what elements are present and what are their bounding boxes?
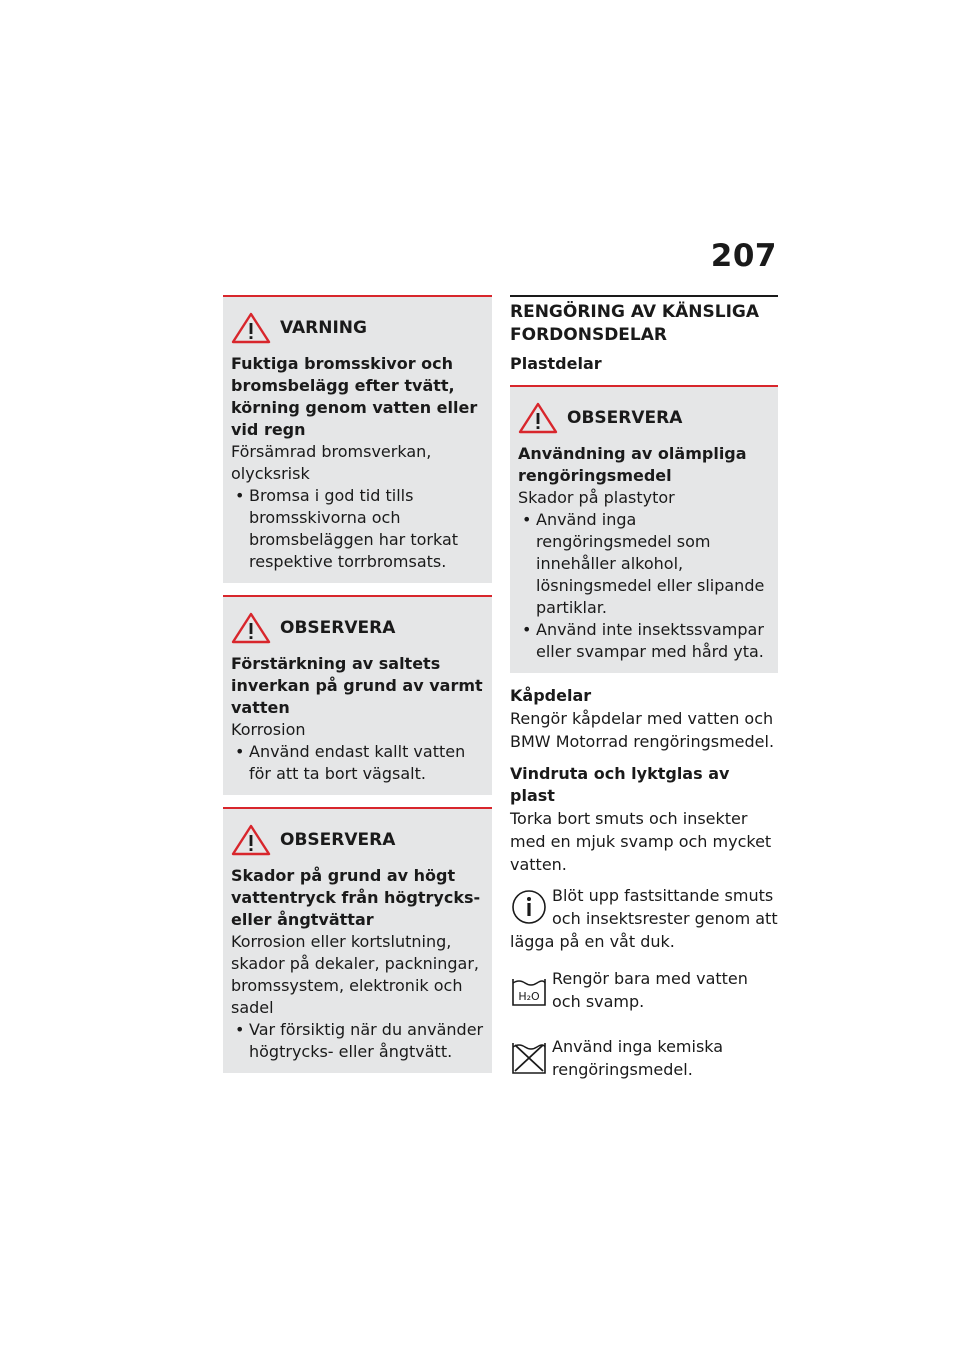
notice-body: Skador på plastytor — [518, 488, 675, 507]
notice-subtitle: Förstärkning av saltets inverkan på grund av varmt vatten — [231, 654, 483, 717]
fairing-heading: Kåpdelar — [510, 686, 592, 705]
notice-header — [231, 823, 484, 857]
bullet-item: • Använd endast kallt vatten för att ta bort vägsalt. — [231, 741, 484, 785]
windscreen-text: Torka bort smuts och insekter med en mjuk svamp och mycket vatten. — [510, 809, 772, 874]
notice-title: OBSERVERA — [567, 408, 683, 428]
notice-box-plastic — [510, 385, 778, 673]
warning-subtitle: Fuktiga bromsskivor och bromsbelägg efter tvätt, körning genom vatten eller vid regn — [231, 354, 478, 439]
warning-title: VARNING — [280, 318, 367, 338]
water-note-text: Rengör bara med vatten och svamp. — [552, 969, 748, 1011]
warning-triangle-icon — [231, 824, 271, 856]
windscreen-heading: Vindruta och lyktglas av plast — [510, 764, 730, 805]
notice-bullets — [231, 1019, 484, 1063]
no-chemicals-text: Använd inga kemiska rengöringsmedel. — [552, 1037, 724, 1079]
notice-title: OBSERVERA — [280, 830, 396, 850]
notice-subtitle: Användning av olämpliga rengöringsmedel — [518, 444, 747, 485]
warning-triangle-icon — [231, 612, 271, 644]
bullet-item: • Använd inga rengöringsmedel som innehåller alkohol, lösningsmedel eller slipande partiklar. — [518, 509, 770, 619]
notice-box-salt — [223, 595, 492, 795]
warning-bullets — [231, 485, 484, 573]
bullet-item: • Använd inte insektssvampar eller svampar med hård yta. — [518, 619, 770, 663]
fairing-text: Rengör kåpdelar med vatten och BMW Motorrad rengöringsmedel. — [510, 709, 775, 751]
water-icon-label: H₂O — [518, 990, 540, 1003]
notice-header — [231, 611, 484, 645]
notice-header — [518, 401, 770, 435]
info-note-text: Blöt upp fastsittande smuts och insektsrester genom att lägga på en våt duk. — [510, 886, 778, 951]
warning-box — [223, 295, 492, 583]
no-chemicals-icon — [510, 1039, 548, 1077]
notice-box-pressure — [223, 807, 492, 1073]
plastic-parts-heading: Plastdelar — [510, 354, 602, 373]
section-title: RENGÖRING AV KÄNSLIGA FORDONSDELAR — [510, 295, 778, 347]
notice-title: OBSERVERA — [280, 618, 396, 638]
right-column — [510, 295, 778, 1081]
water-note — [510, 967, 778, 1013]
left-column — [223, 295, 492, 1085]
warning-body: Försämrad bromsverkan, olycksrisk — [231, 442, 432, 483]
notice-bullets — [231, 741, 484, 785]
notice-bullets — [518, 509, 770, 663]
bullet-item: • Var försiktig när du använder högtrycks- eller ångtvätt. — [231, 1019, 484, 1063]
bullet-item: • Bromsa i god tid tills bromsskivorna och bromsbeläggen har torkat respektive torrbromsats. — [231, 485, 484, 573]
page-number: 207 — [710, 238, 777, 274]
notice-subtitle: Skador på grund av högt vattentryck från högtrycks- eller ångtvättar — [231, 866, 481, 929]
warning-triangle-icon — [231, 312, 271, 344]
warning-header — [231, 311, 484, 345]
notice-body: Korrosion — [231, 720, 306, 739]
notice-body: Korrosion eller kortslutning, skador på dekaler, packningar, bromssystem, elektronik och sadel — [231, 932, 479, 1017]
water-bucket-icon — [510, 971, 548, 1009]
no-chemicals-note — [510, 1035, 778, 1081]
info-note — [510, 884, 778, 953]
warning-triangle-icon — [518, 402, 558, 434]
info-icon — [510, 888, 548, 926]
